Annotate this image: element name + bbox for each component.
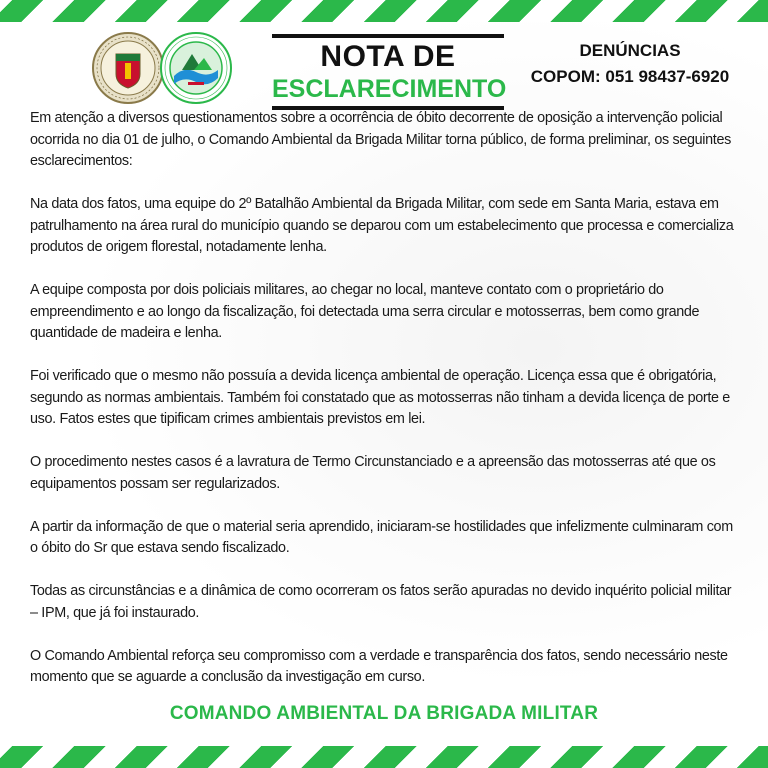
paragraph: Todas as circunstâncias e a dinâmica de como ocorreram os fatos serão apuradas no devido inquérito policial militar – IPM, que já foi instaurado. — [30, 583, 732, 621]
statement-body — [30, 108, 742, 710]
paragraph: Foi verificado que o mesmo não possuía a devida licença ambiental de operação. Licença essa que é obrigatória, segundo as normas ambientais. Também foi constatado que as motosserras não tinham a devida licença de porte e uso. Fatos estes que tipificam crimes ambientais previstos em lei. — [30, 368, 730, 427]
title-box — [272, 34, 507, 110]
title-top-rule — [272, 34, 504, 38]
contact-title: DENÚNCIAS — [579, 41, 681, 60]
paragraph: O Comando Ambiental reforça seu compromisso com a verdade e transparência dos fatos, sendo necessário neste momento que se aguarde a conclusão da investigação em curso. — [30, 647, 728, 685]
paragraph: O procedimento nestes casos é a lavratura de Termo Circunstanciado e a apreensão das motosserras até que os equipamentos possam ser regularizados. — [30, 454, 716, 492]
top-stripe-border — [0, 0, 768, 22]
title-line-2: ESCLARECIMENTO — [272, 75, 507, 103]
paragraph: A partir da informação de que o material seria aprendido, iniciaram-se hostilidades que infelizmente culminaram com o óbito do Sr que estava sendo fiscalizado. — [30, 518, 733, 556]
bottom-stripe-border — [0, 746, 768, 768]
brigada-militar-crest-icon — [92, 32, 164, 104]
contact-phone: COPOM: 051 98437-6920 — [530, 67, 730, 86]
footer-signature: COMANDO AMBIENTAL DA BRIGADA MILITAR — [169, 703, 599, 724]
title-line-1: NOTA DE — [320, 40, 456, 73]
contact-block — [514, 38, 746, 90]
comando-ambiental-crest-icon — [160, 32, 232, 104]
header — [0, 28, 768, 112]
paragraph: Em atenção a diversos questionamentos sobre a ocorrência de óbito decorrente de oposição a intervenção policial ocorrida no dia 01 de julho, o Comando Ambiental da Brigada Militar torna público, de forma preliminar, os seguintes esclarecimentos: — [30, 110, 731, 169]
paragraph: Na data dos fatos, uma equipe do 2º Batalhão Ambiental da Brigada Militar, com sede em Santa Maria, estava em patrulhamento na área rural do município quando se deparou com um estabelecimento que processa e comercializa produtos de origem florestal, notadamente lenha. — [30, 196, 734, 255]
paragraph: A equipe composta por dois policiais militares, ao chegar no local, manteve contato com o proprietário do empreendimento e ao longo da fiscalização, foi detectada uma serra circular e motosserras, bem como grande quantidade de madeira e lenha. — [30, 282, 700, 341]
